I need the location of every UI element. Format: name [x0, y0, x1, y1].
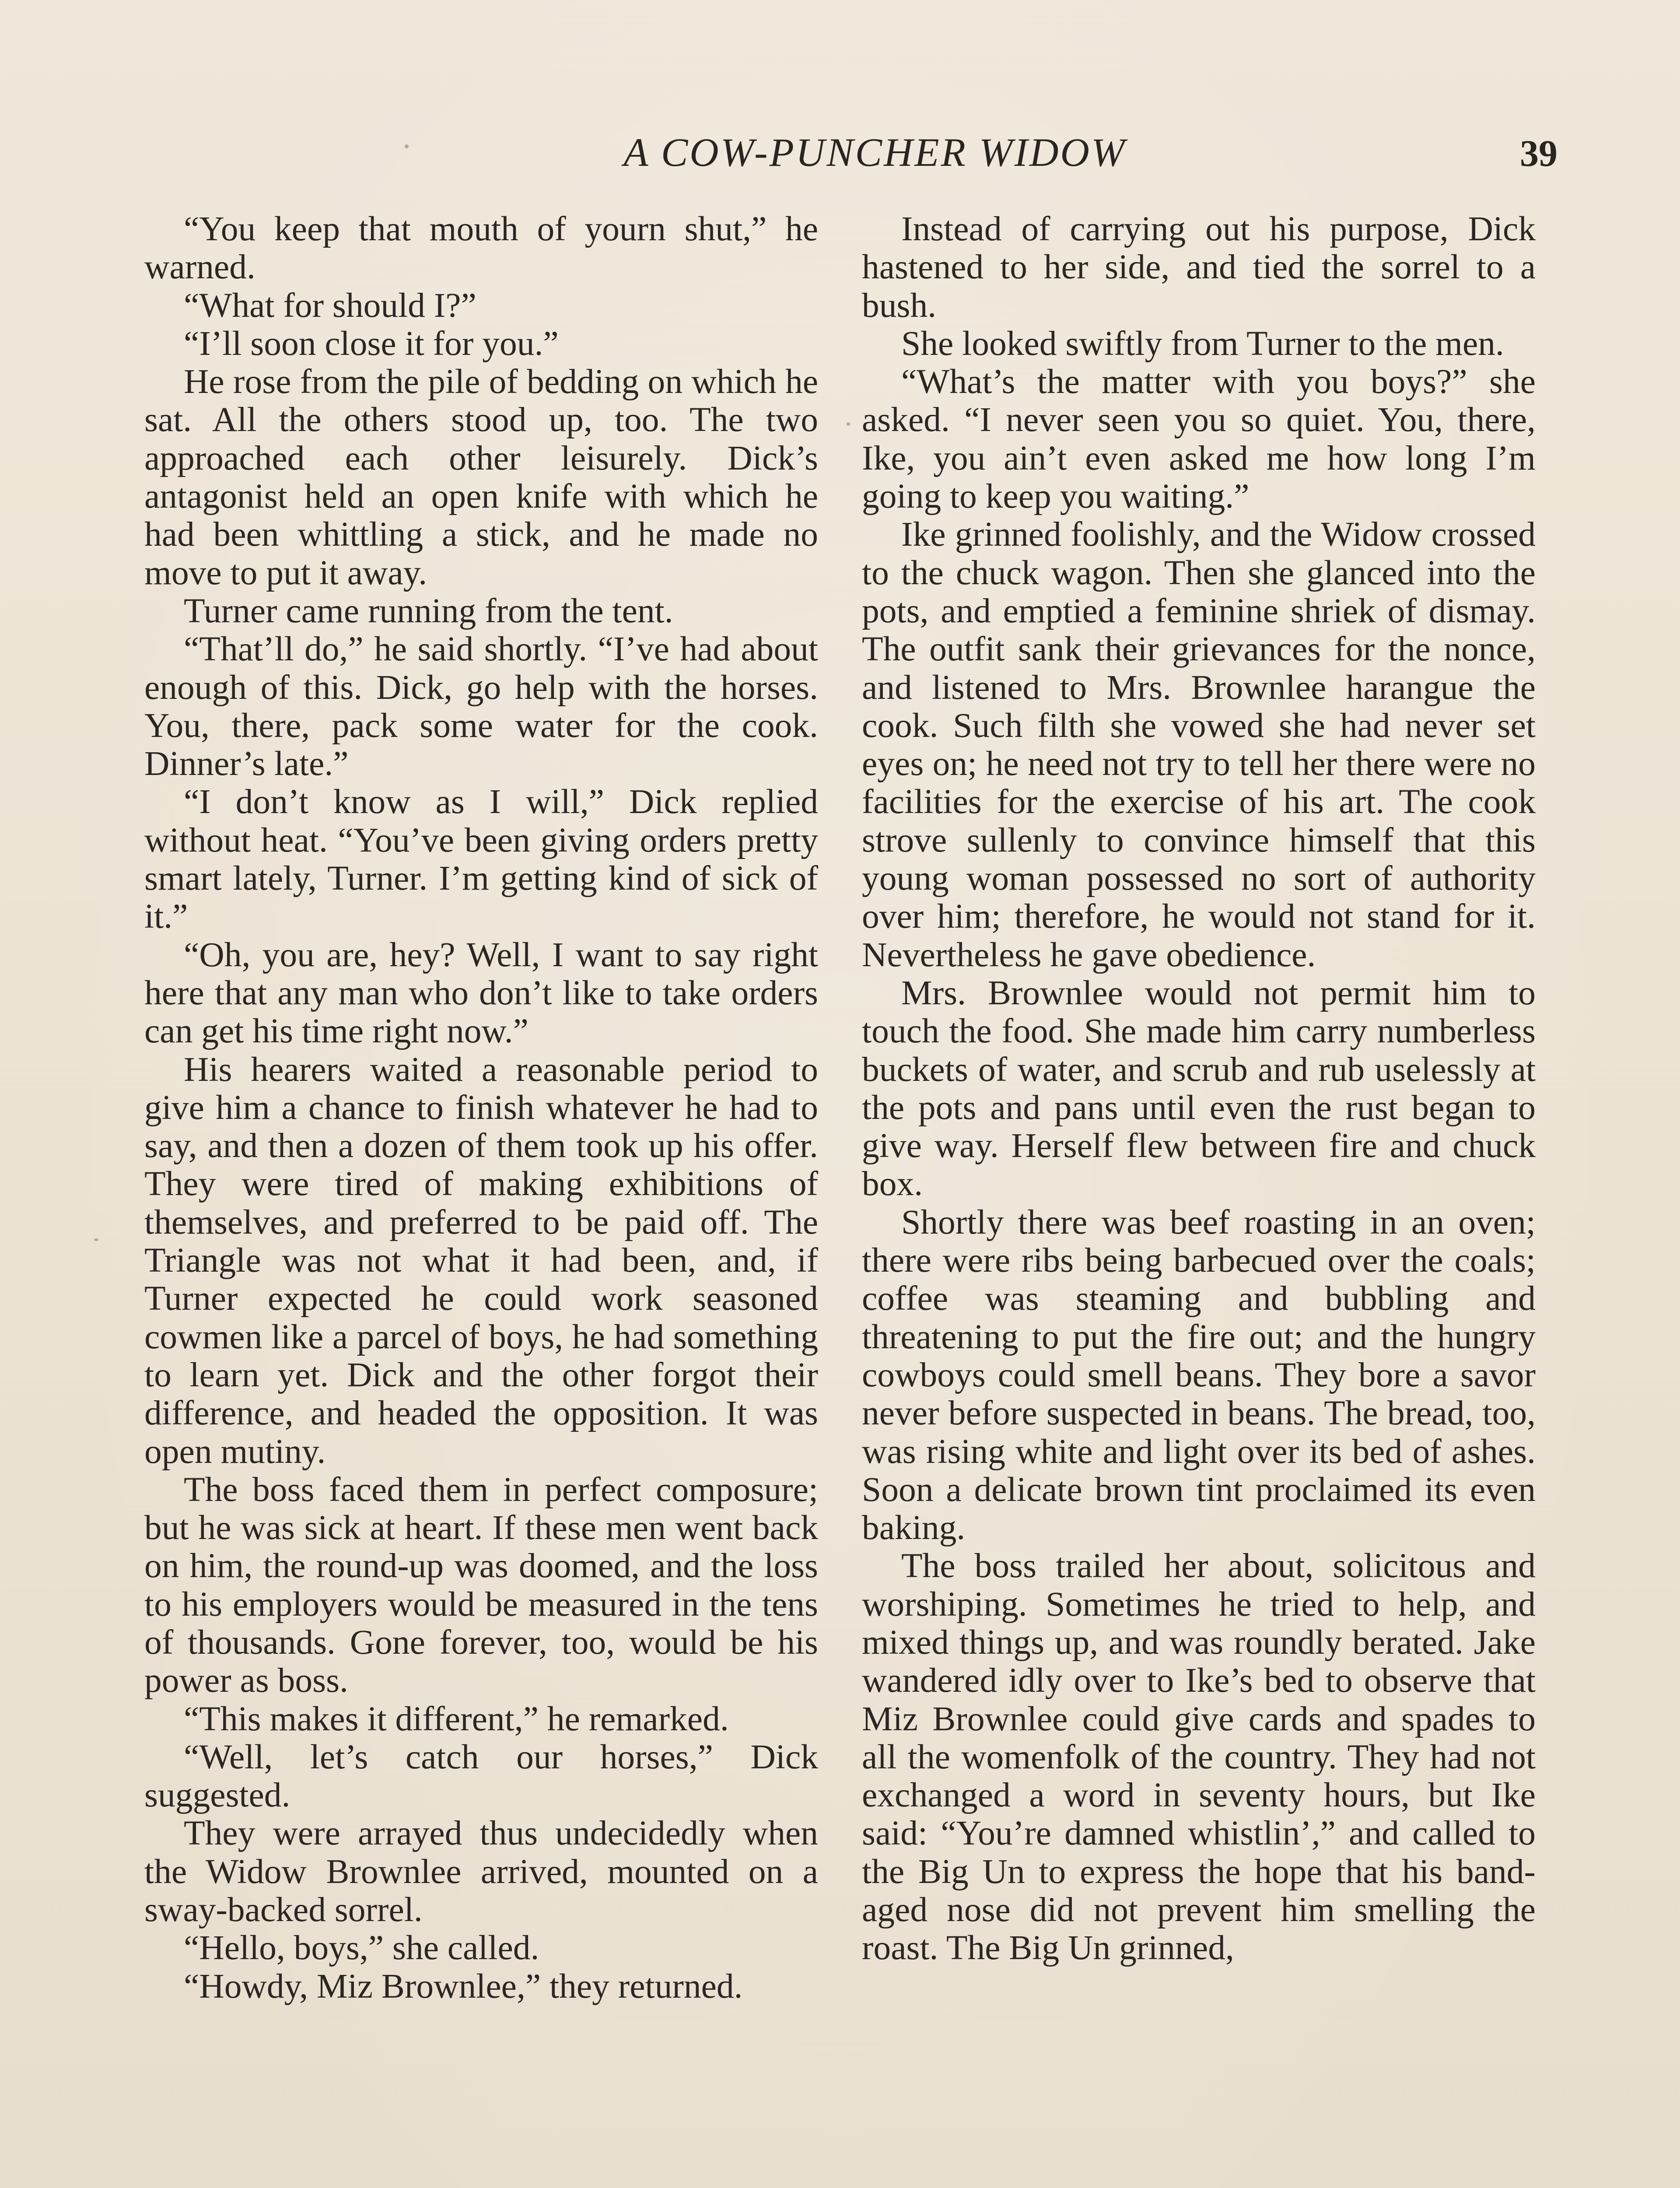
paper-speck	[847, 422, 850, 426]
paragraph: She looked swiftly from Turner to the men.	[901, 324, 1504, 363]
paragraph: “What’s the matter with you boys?” she asked. “I never seen you so quiet. You, there, Ike, you ain’t even asked me how long I’m going to keep you waiting.”	[862, 362, 1536, 516]
paper-speck	[94, 1238, 98, 1241]
paper-speck	[405, 144, 409, 148]
paragraph: Mrs. Brownlee would not permit him to touch the food. She made him carry numberless buckets of water, and scrub and rub uselessly at the pots and pans until even the rust began to give way. Herself flew between fire and chuck box.	[862, 973, 1536, 1203]
left-text-column	[144, 210, 818, 2006]
paragraph: Ike grinned foolishly, and the Widow crossed to the chuck wagon. Then she glanced into the pots, and emptied a feminine shriek of dismay. The outfit sank their grievances for the nonce, and listened to Mrs. Brownlee harangue the cook. Such filth she vowed she had never set eyes on; he need not try to tell her there were no facilities for the exercise of his art. The cook strove sullenly to convince himself that this young woman possessed no sort of authority over him; therefore, he would not stand for it. Nevertheless he gave obedience.	[862, 515, 1536, 974]
paragraph: “You keep that mouth of yourn shut,” he warned.	[144, 210, 818, 287]
right-text-column	[862, 210, 1536, 1967]
paragraph: “Oh, you are, hey? Well, I want to say right here that any man who don’t like to take orders can get his time right now.”	[144, 935, 818, 1051]
paragraph: Shortly there was beef roasting in an oven; there were ribs being barbecued over the coals; coffee was steaming and bubbling and threatening to put the fire out; and the hungry cowboys could smell beans. They bore a savor never before suspected in beans. The bread, too, was rising white and light over its bed of ashes. Soon a delicate brown tint proclaimed its even baking.	[862, 1203, 1536, 1547]
paragraph: “That’ll do,” he said shortly. “I’ve had about enough of this. Dick, go help with the horses. You, there, pack some water for the cook. Dinner’s late.”	[144, 630, 818, 783]
running-head-title: A COW-PUNCHER WIDOW	[623, 130, 1127, 175]
paragraph: “I don’t know as I will,” Dick replied without heat. “You’ve been giving orders pretty smart lately, Turner. I’m getting kind of sick of it.”	[144, 782, 818, 936]
paragraph: They were arrayed thus undecidedly when the Widow Brownlee arrived, mounted on a sway-backed sorrel.	[144, 1814, 818, 1929]
paragraph: “This makes it different,” he remarked.	[184, 1699, 729, 1738]
paragraph: He rose from the pile of bedding on which he sat. All the others stood up, too. The two approached each other leisurely. Dick’s antagonist held an open knife with which he had been whittling a stick, and he made no move to put it away.	[144, 362, 818, 592]
paragraph: The boss faced them in perfect composure; but he was sick at heart. If these men went back on him, the round-up was doomed, and the loss to his employers would be measured in the tens of thousands. Gone forever, too, would be his power as boss.	[144, 1470, 818, 1700]
paragraph: “Hello, boys,” she called.	[184, 1929, 539, 1967]
paragraph: “Well, let’s catch our horses,” Dick suggested.	[144, 1737, 818, 1815]
paragraph: Instead of carrying out his purpose, Dick hastened to her side, and tied the sorrel to a bush.	[862, 210, 1536, 325]
paragraph: The boss trailed her about, solicitous and worshiping. Sometimes he tried to help, and mixed things up, and was roundly berated. Jake wandered idly over to Ike’s bed to observe that Miz Brownlee could give cards and spades to all the womenfolk of the country. They had not exchanged a word in seventy hours, but Ike said: “You’re damned whistlin’,” and called to the Big Un to express the hope that his bandaged nose did not prevent him smelling the roast. The Big Un grinned,	[862, 1546, 1536, 1967]
paragraph: Turner came running from the tent.	[184, 591, 673, 630]
paragraph: “Howdy, Miz Brownlee,” they returned.	[184, 1967, 743, 2006]
paragraph: “I’ll soon close it for you.”	[184, 324, 559, 363]
paragraph: “What for should I?”	[184, 286, 476, 325]
page-number: 39	[1520, 132, 1558, 174]
paragraph: His hearers waited a reasonable period to give him a chance to finish whatever he had to say, and then a dozen of them took up his offer. They were tired of making exhibitions of themselves, and preferred to be paid off. The Triangle was not what it had been, and, if Turner expected he could work seasoned cowmen like a parcel of boys, he had something to learn yet. Dick and the other forgot their difference, and headed the opposition. It was open mutiny.	[144, 1050, 818, 1471]
